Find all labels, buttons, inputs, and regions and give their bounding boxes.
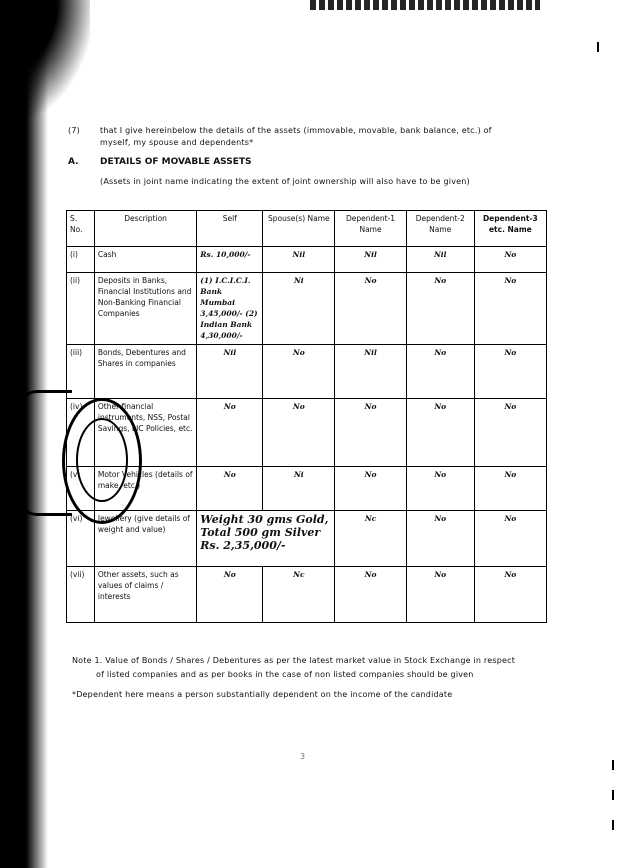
cell-self: (1) I.C.I.C.I. Bank Mumbai 3,45,000/- (2) Indian Bank 4,30,000/- — [197, 273, 263, 345]
cell-spouse: No — [263, 399, 335, 467]
cell-sno: (v) — [67, 467, 95, 511]
table-row — [67, 247, 547, 273]
cell-dependent-2: No — [406, 273, 474, 345]
movable-assets-table — [66, 210, 547, 623]
cell-dependent-2: No — [406, 567, 474, 623]
note-line-2: of listed companies and as per books in the case of non listed companies should be given — [96, 670, 474, 679]
footnote: *Dependent here means a person substantially dependent on the income of the candidate — [72, 690, 453, 699]
cell-sno: (ii) — [67, 273, 95, 345]
official-stamp-inner-ring — [76, 418, 128, 502]
header-dependent-3: Dependent-3 etc. Name — [474, 211, 546, 247]
margin-mark — [597, 42, 599, 52]
cell-dependent-1: No — [335, 399, 406, 467]
cell-description: Jewellery (give details of weight and value) — [94, 511, 196, 567]
section-title: DETAILS OF MOVABLE ASSETS — [100, 157, 252, 167]
table-row — [67, 567, 547, 623]
cell-dependent-2: No — [406, 467, 474, 511]
cell-sno: (i) — [67, 247, 95, 273]
margin-mark — [612, 760, 614, 770]
cell-sno: (vii) — [67, 567, 95, 623]
cell-self: Rs. 10,000/- — [197, 247, 263, 273]
page-marker: 3 — [300, 752, 306, 761]
table-row — [67, 273, 547, 345]
cell-description: Other assets, such as values of claims / interests — [94, 567, 196, 623]
cell-description: Deposits in Banks, Financial Institutions and Non-Banking Financial Companies — [94, 273, 196, 345]
cell-dependent-1: Nil — [335, 247, 406, 273]
cell-dependent-3: No — [474, 567, 546, 623]
cell-description: Cash — [94, 247, 196, 273]
cell-dependent-3: No — [474, 247, 546, 273]
cell-dependent-1: No — [335, 567, 406, 623]
header-spouse: Spouse(s) Name — [263, 211, 335, 247]
header-description: Description — [94, 211, 196, 247]
margin-mark — [612, 790, 614, 800]
cell-self-spouse-jewellery: Weight 30 gms Gold, Total 500 gm Silver Rs. 2,35,000/- — [197, 511, 335, 567]
table-row — [67, 345, 547, 399]
header-dependent-1: Dependent-1 Name — [335, 211, 406, 247]
cell-self: No — [197, 567, 263, 623]
cell-spouse: Ni — [263, 273, 335, 345]
cell-dependent-2: No — [406, 345, 474, 399]
table-row — [67, 511, 547, 567]
cell-dependent-1: No — [335, 273, 406, 345]
cell-dependent-3: No — [474, 399, 546, 467]
scan-shadow-corner — [0, 0, 90, 120]
cell-sno: (vi) — [67, 511, 95, 567]
header-dependent-2: Dependent-2 Name — [406, 211, 474, 247]
cell-sno: (iv) — [67, 399, 95, 467]
margin-mark — [612, 820, 614, 830]
cell-sno: (iii) — [67, 345, 95, 399]
intro-line-2: myself, my spouse and dependents* — [100, 138, 254, 147]
cell-description: Other financial instruments, NSS, Postal Savings, LIC Policies, etc. — [94, 399, 196, 467]
cell-dependent-3: No — [474, 467, 546, 511]
cell-description: Bonds, Debentures and Shares in companies — [94, 345, 196, 399]
header-self: Self — [197, 211, 263, 247]
cell-spouse: Nil — [263, 247, 335, 273]
cell-dependent-1: Nc — [335, 511, 406, 567]
cell-dependent-1: No — [335, 467, 406, 511]
cell-dependent-3: No — [474, 273, 546, 345]
cell-self: No — [197, 467, 263, 511]
table-header-row — [67, 211, 547, 247]
cell-dependent-3: No — [474, 345, 546, 399]
section-letter: A. — [68, 157, 79, 167]
cell-dependent-2: No — [406, 399, 474, 467]
cell-self: No — [197, 399, 263, 467]
header-sno: S. No. — [67, 211, 95, 247]
cell-dependent-2: Nil — [406, 247, 474, 273]
cell-description: Motor Vehicles (details of make, etc.) — [94, 467, 196, 511]
scan-top-edge — [310, 0, 540, 10]
cell-dependent-2: No — [406, 511, 474, 567]
scan-shadow-bottom — [0, 720, 26, 868]
note-line-1: Note 1. Value of Bonds / Shares / Debentures as per the latest market value in Stock Exchange in respect — [72, 656, 516, 665]
cell-dependent-3: No — [474, 511, 546, 567]
cell-spouse: Nc — [263, 567, 335, 623]
cell-spouse: Ni — [263, 467, 335, 511]
item-number: (7) — [68, 126, 80, 135]
intro-line-1: that I give hereinbelow the details of the assets (immovable, movable, bank balance, etc.) of — [100, 126, 492, 135]
cell-self: Nil — [197, 345, 263, 399]
cell-spouse: No — [263, 345, 335, 399]
section-note: (Assets in joint name indicating the extent of joint ownership will also have to be given) — [100, 177, 470, 186]
cell-dependent-1: Nil — [335, 345, 406, 399]
